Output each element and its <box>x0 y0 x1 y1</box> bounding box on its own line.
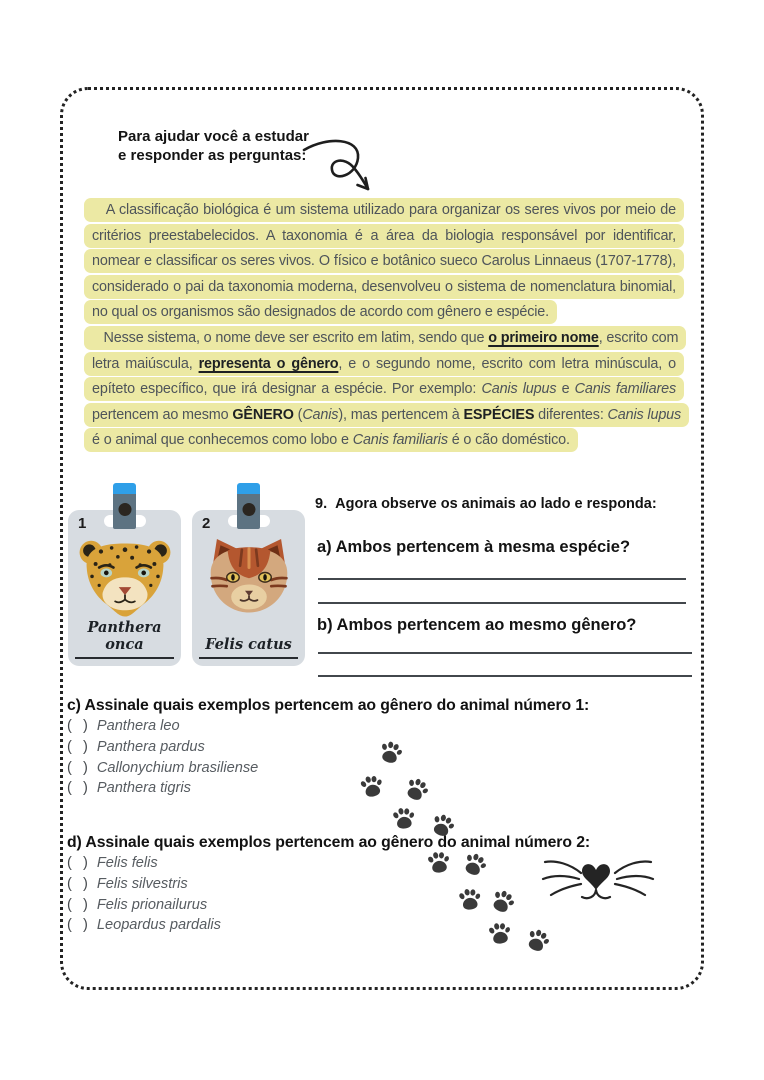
checkbox-parentheses[interactable]: ( ) <box>67 759 89 776</box>
clip-cap <box>237 483 260 494</box>
question-9b-label: b) Ambos pertencem ao mesmo gênero? <box>317 616 637 634</box>
checkbox-parentheses[interactable]: ( ) <box>67 780 89 797</box>
info-paragraph-1: A classificação biológica é um sistema utilizado para organizar os seres vivos por meio de critérios preestabelecidos. A taxonomia é a área da biologia responsável por identificar, nomear e classificar os seres vivos. O físico e botânico sueco Carolus Linnaeus (1707-1778), considerado o pai da taxonomia moderna, desenvolveu o sistema de nomenclatura binomial, no qual os organismos são designados de acordo com gênero e espécie. <box>84 198 684 326</box>
jaguar-face-image <box>76 534 174 626</box>
option-row <box>67 780 258 801</box>
clip-cap <box>113 483 136 494</box>
option-label: Panthera leo <box>96 718 180 734</box>
header-line-1: Para ajudar você a estudar <box>118 128 309 145</box>
option-label: Callonychium brasiliense <box>96 759 259 776</box>
checkbox-parentheses[interactable]: ( ) <box>67 855 89 871</box>
answer-line-a1[interactable] <box>318 578 686 580</box>
checkbox-parentheses[interactable]: ( ) <box>67 917 89 934</box>
card-number: 1 <box>78 515 87 532</box>
option-row <box>67 855 221 876</box>
checkbox-parentheses[interactable]: ( ) <box>67 875 89 892</box>
checkbox-parentheses[interactable]: ( ) <box>67 738 89 755</box>
checkbox-parentheses[interactable]: ( ) <box>67 718 89 734</box>
badge-clip-icon <box>113 483 136 529</box>
animal-card-1 <box>68 510 181 666</box>
option-row <box>67 917 221 938</box>
species-name-card-2: Felis catus <box>199 636 298 659</box>
clip-strap <box>113 494 136 529</box>
paw-print-icon <box>424 848 452 876</box>
answer-line-b1[interactable] <box>318 652 692 654</box>
question-d-options <box>67 855 221 938</box>
species-name-card-1: Panthera onca <box>75 619 174 659</box>
option-row <box>67 718 258 739</box>
question-d-title: d) Assinale quais exemplos pertencem ao gênero do animal número 2: <box>67 834 591 851</box>
cat-face-image <box>200 534 298 626</box>
paw-print-icon <box>485 919 513 947</box>
clip-strap <box>237 494 260 529</box>
header-line-2: e responder as perguntas: <box>118 147 307 164</box>
option-label: Felis silvestris <box>96 875 188 892</box>
badge-clip-icon <box>237 483 260 529</box>
option-row <box>67 876 221 897</box>
option-label: Panthera pardus <box>96 738 205 755</box>
clip-snap <box>118 503 131 516</box>
option-label: Felis prionailurus <box>96 896 208 913</box>
question-c-options <box>67 718 258 801</box>
question-9a-label: a) Ambos pertencem à mesma espécie? <box>317 538 631 556</box>
cat-whiskers-icon <box>540 853 656 907</box>
info-paragraph-2: Nesse sistema, o nome deve ser escrito em latim, sendo que o primeiro nome, escrito com letra maiúscula, representa o gênero, e o segundo nome, escrito com letra minúscula, o epíteto específico, que irá designar a espécie. Por exemplo: Canis lupus e Canis familiares pertencem ao mesmo GÊNERO (Canis), mas pertencem à ESPÉCIES diferentes: Canis lupus é o animal que conhecemos como lobo e Canis familiaris é o cão doméstico. <box>84 326 684 454</box>
animal-card-2 <box>192 510 305 666</box>
paw-print-icon <box>390 805 417 832</box>
clip-snap <box>242 503 255 516</box>
page-header <box>118 127 309 165</box>
paw-print-icon <box>357 772 387 802</box>
checkbox-parentheses[interactable]: ( ) <box>67 896 89 913</box>
curly-arrow-icon <box>298 134 394 196</box>
question-9-title: 9. Agora observe os animais ao lado e responda: <box>315 496 657 512</box>
card-number: 2 <box>202 515 211 532</box>
answer-line-b2[interactable] <box>318 675 692 677</box>
paw-print-icon <box>456 886 483 913</box>
option-label: Panthera tigris <box>96 780 191 797</box>
option-row <box>67 897 221 918</box>
question-c-title: c) Assinale quais exemplos pertencem ao gênero do animal número 1: <box>67 697 590 714</box>
option-row <box>67 739 258 760</box>
option-label: Felis felis <box>96 855 158 871</box>
answer-line-a2[interactable] <box>318 602 686 604</box>
option-row <box>67 760 258 781</box>
info-box <box>84 198 684 454</box>
option-label: Leopardus pardalis <box>96 917 221 934</box>
